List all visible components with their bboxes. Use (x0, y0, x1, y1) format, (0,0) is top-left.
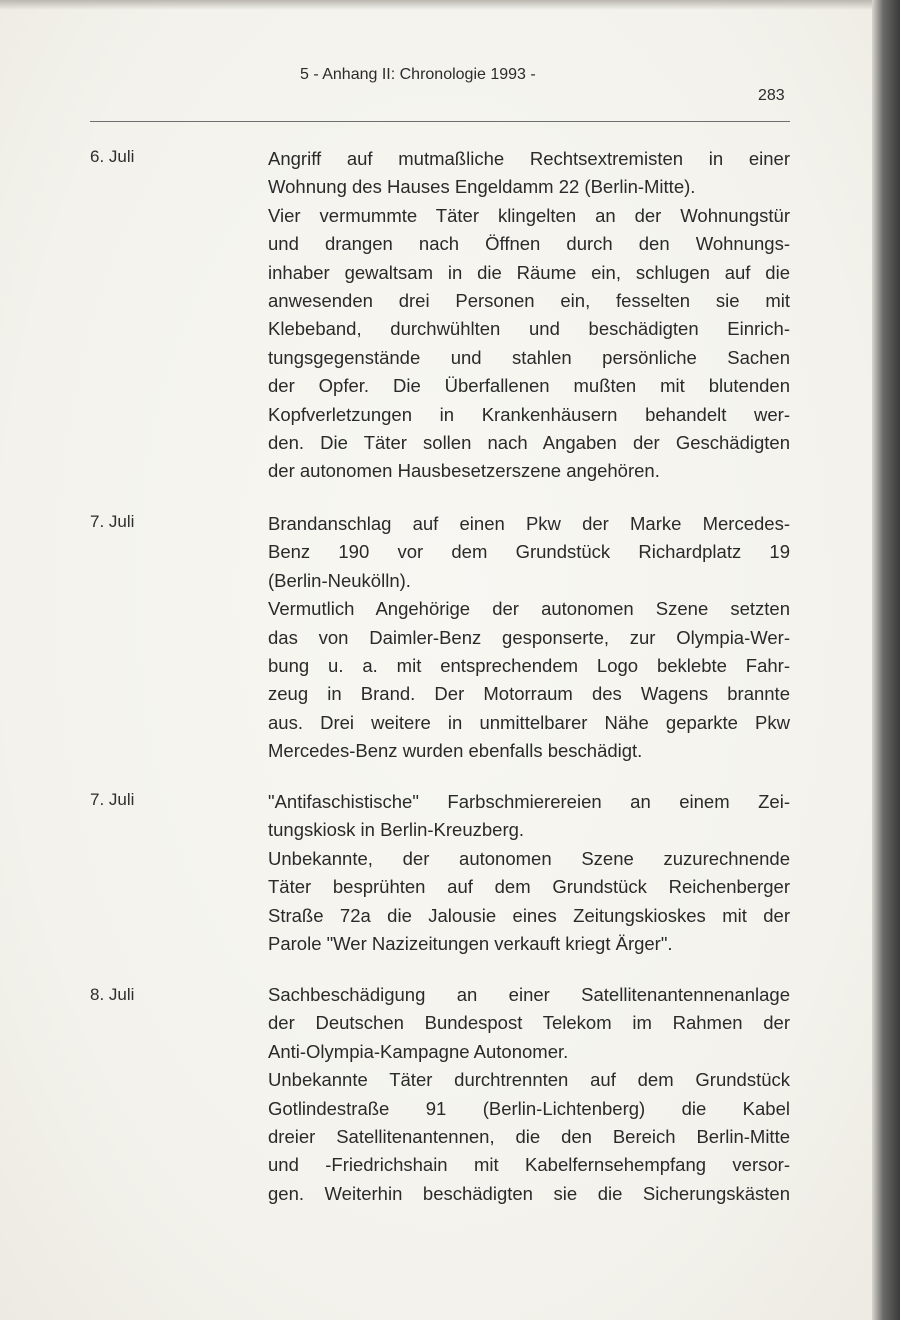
entry-text (268, 981, 790, 1208)
text-line: (Berlin-Neukölln). (268, 569, 411, 591)
page-top-shadow (0, 0, 884, 10)
text-line: Benz 190 vor dem Grundstück Richardplatz 19 (268, 541, 790, 563)
text-line: Sachbeschädigung an einer Satellitenantennenanlage (268, 984, 790, 1005)
text-line: und drangen nach Öffnen durch den Wohnungs- (268, 233, 790, 255)
text-line: Mercedes-Benz wurden ebenfalls beschädigt. (268, 740, 643, 762)
text-line: das von Daimler-Benz gesponserte, zur Olympia-Wer- (268, 626, 790, 648)
text-line: anwesenden drei Personen ein, fesselten sie mit (268, 289, 790, 311)
text-line: tungskiosk in Berlin-Kreuzberg. (268, 819, 525, 841)
text-line: und -Friedrichshain mit Kabelfernsehempfang versor- (268, 1154, 790, 1176)
page-number: 283 (758, 87, 785, 104)
text-line: Vermutlich Angehörige der autonomen Szene setzten (268, 598, 790, 620)
entry-date: 7. Juli (90, 790, 135, 809)
running-header: 5 - Anhang II: Chronologie 1993 - (300, 66, 536, 83)
header-divider (90, 121, 790, 122)
text-line: Parole "Wer Nazizeitungen verkauft kriegt Ärger". (268, 932, 673, 954)
entry-text (268, 788, 790, 958)
entry-text (268, 510, 790, 766)
text-line: Wohnung des Hauses Engeldamm 22 (Berlin-Mitte). (268, 176, 696, 198)
text-line: bung u. a. mit entsprechendem Logo beklebte Fahr- (268, 654, 790, 676)
text-line: der Deutschen Bundespost Telekom im Rahmen der (268, 1012, 790, 1034)
text-line: Vier vermummte Täter klingelten an der Wohnungstür (268, 204, 790, 226)
text-line: Angriff auf mutmaßliche Rechtsextremisten in einer (268, 148, 790, 169)
text-line: der autonomen Hausbesetzerszene angehören. (268, 460, 660, 482)
text-line: Unbekannte Täter durchtrennten auf dem Grundstück (268, 1069, 790, 1091)
entry-date: 7. Juli (90, 512, 135, 531)
text-line: Brandanschlag auf einen Pkw der Marke Mercedes- (268, 513, 790, 534)
book-spine-shadow (872, 0, 900, 1320)
text-line: Anti-Olympia-Kampagne Autonomer. (268, 1040, 569, 1062)
text-line: "Antifaschistische" Farbschmierereien an einem Zei- (268, 791, 790, 812)
text-line: der Opfer. Die Überfallenen mußten mit blutenden (268, 375, 790, 397)
text-line: Klebeband, durchwühlten und beschädigten Einrich- (268, 318, 790, 340)
text-line: dreier Satellitenantennen, die den Bereich Berlin-Mitte (268, 1125, 790, 1147)
text-line: Straße 72a die Jalousie eines Zeitungskioskes mit der (268, 904, 790, 926)
text-line: aus. Drei weitere in unmittelbarer Nähe geparkte Pkw (268, 711, 790, 733)
text-line: Täter besprühten auf dem Grundstück Reichenberger (268, 876, 790, 898)
text-line: Kopfverletzungen in Krankenhäusern behandelt wer- (268, 403, 790, 425)
text-line: gen. Weiterhin beschädigten sie die Sicherungskästen (268, 1182, 790, 1204)
text-line: inhaber gewaltsam in die Räume ein, schlugen auf die (268, 261, 790, 283)
entry-date: 6. Juli (90, 147, 135, 166)
text-line: zeug in Brand. Der Motorraum des Wagens brannte (268, 683, 790, 705)
entry-text (268, 145, 790, 486)
text-line: Unbekannte, der autonomen Szene zuzurechnende (268, 847, 790, 869)
text-line: Gotlindestraße 91 (Berlin-Lichtenberg) die Kabel (268, 1097, 790, 1119)
text-line: tungsgegenstände und stahlen persönliche Sachen (268, 346, 790, 368)
entry-date: 8. Juli (90, 985, 135, 1004)
text-line: den. Die Täter sollen nach Angaben der Geschädigten (268, 431, 790, 453)
